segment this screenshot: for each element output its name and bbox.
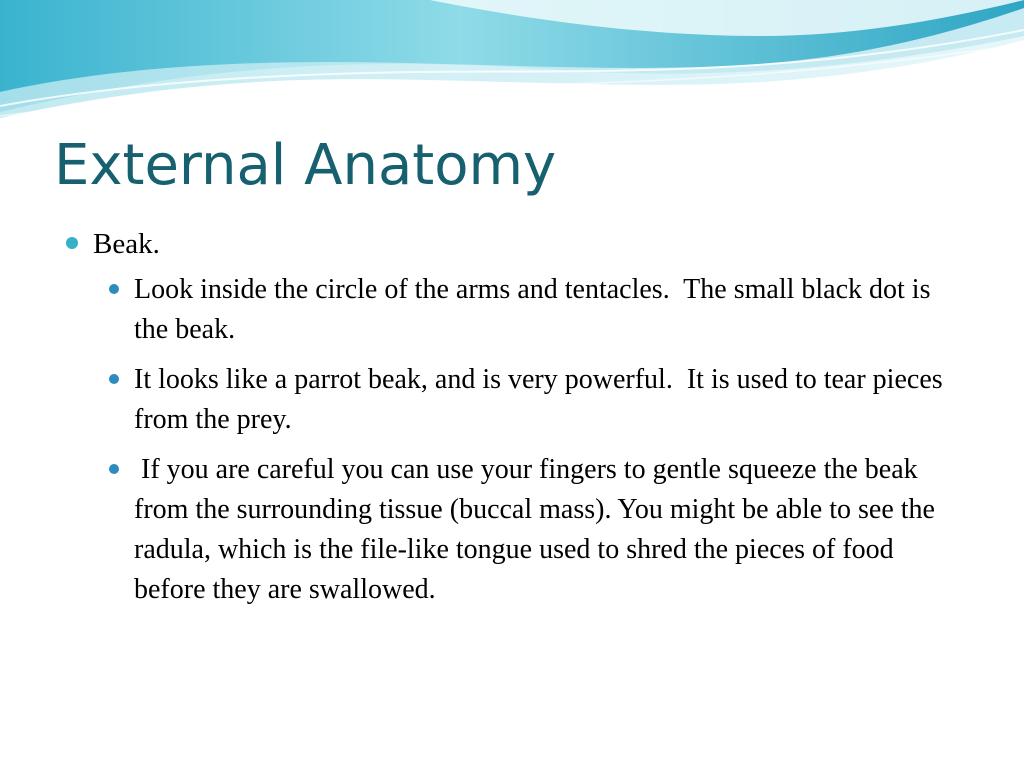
sub-bullet-dot-icon [109, 464, 119, 474]
sub-bullet-item [105, 360, 964, 440]
sub-bullet-text: It looks like a parrot beak, and is very powerful. It is used to tear pieces from the prey. [134, 364, 950, 435]
sub-bullet-dot-icon [109, 374, 119, 384]
sub-bullet-item [105, 270, 964, 350]
sub-bullet-dot-icon [109, 284, 119, 294]
slide-title: External Anatomy [54, 133, 557, 198]
header-wave-decoration [0, 0, 1024, 130]
bullet-list [64, 224, 964, 620]
bullet-item-beak [64, 224, 964, 264]
bullet-text: Beak. [93, 228, 160, 260]
bullet-dot-icon [66, 237, 78, 249]
sub-bullet-text: If you are careful you can use your fingers to gentle squeeze the beak from the surrounding tissue (buccal mass). You might be able to see the radula, which is the file-like tongue used to shred the pieces of food before they are swallowed. [134, 454, 942, 605]
sub-bullet-text: Look inside the circle of the arms and tentacles. The small black dot is the beak. [134, 274, 938, 345]
sub-bullet-item [105, 450, 964, 610]
